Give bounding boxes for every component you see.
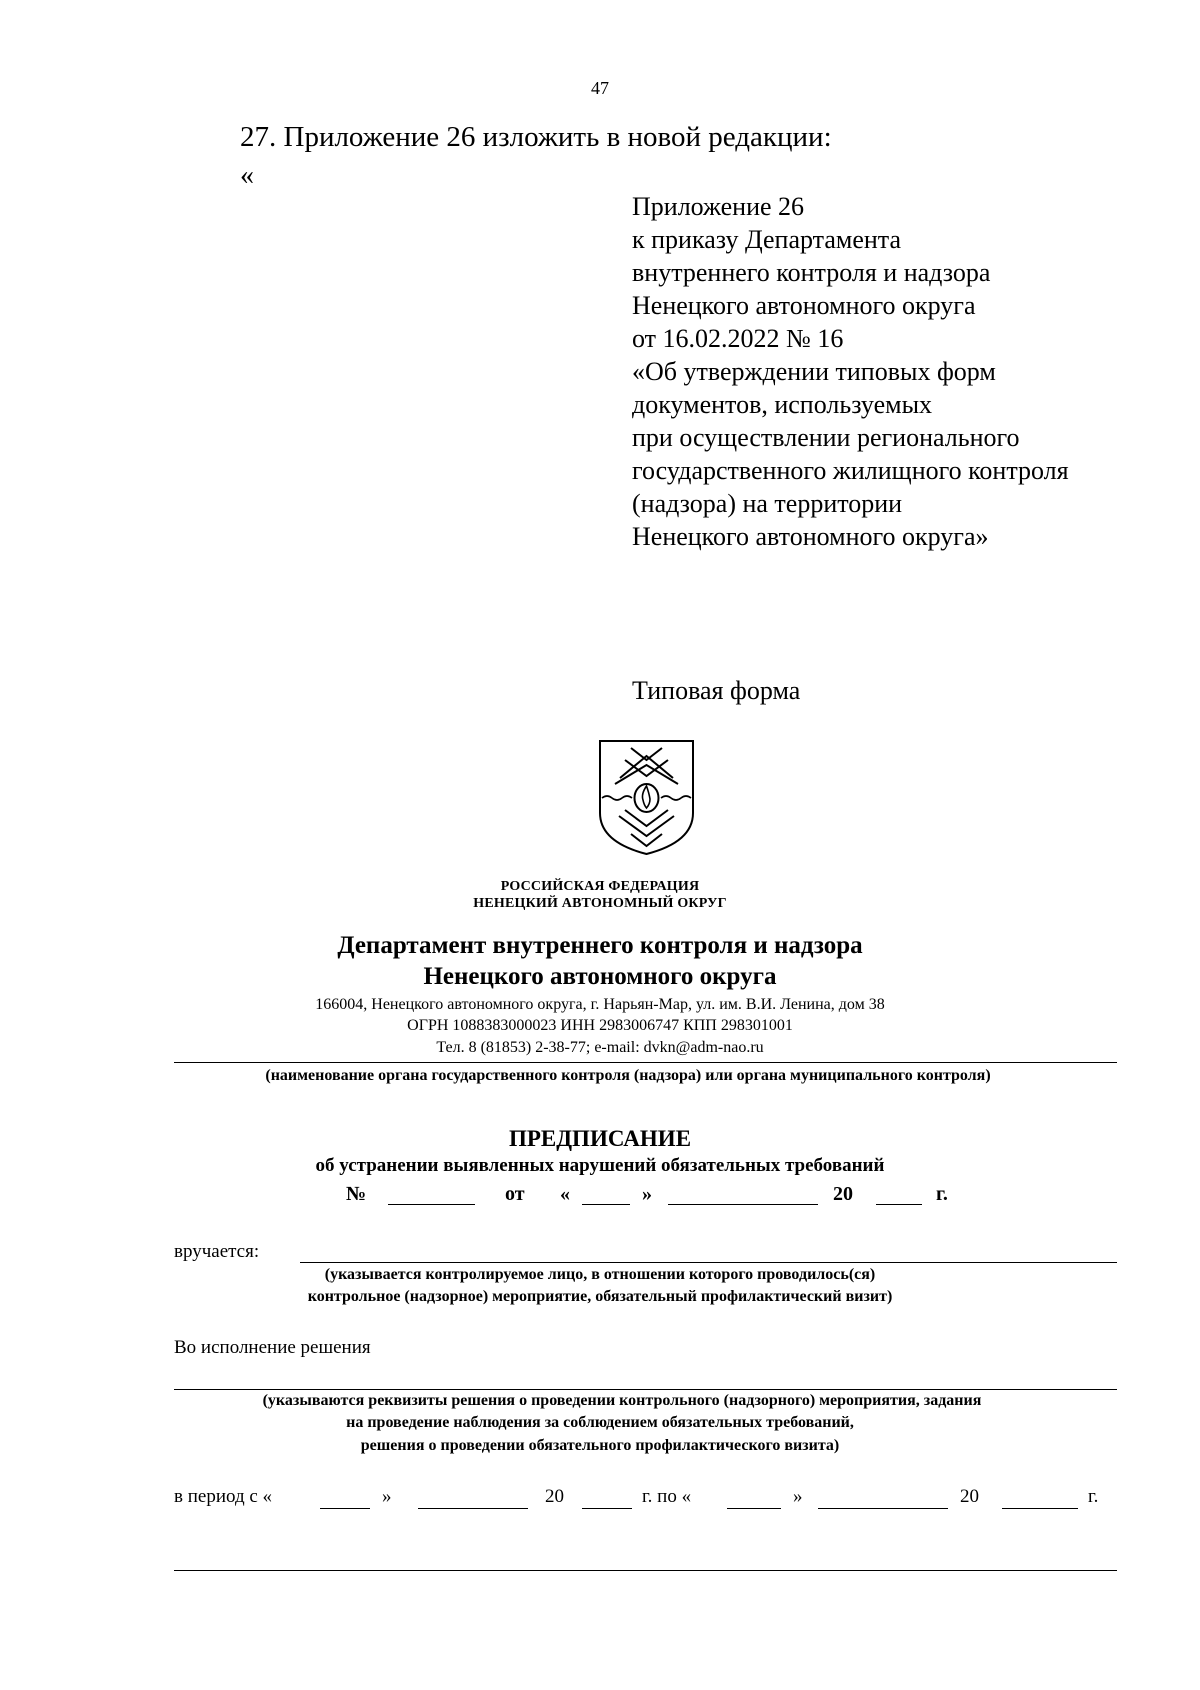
day-close-quote: » xyxy=(642,1183,652,1205)
decision-caption-line1: (указываются реквизиты решения о проведении контрольного (надзорного) мероприятия, задания xyxy=(262,1392,982,1409)
period-end-year-suffix: г. xyxy=(1088,1486,1099,1507)
annex-line: (надзора) на территории xyxy=(632,489,903,518)
annex-line: от 16.02.2022 № 16 xyxy=(632,324,844,353)
decision-caption-line3: решения о проведении обязательного профилактического визита) xyxy=(360,1437,840,1454)
period-start-year-prefix: 20 xyxy=(545,1486,564,1507)
coat-of-arms-icon xyxy=(597,738,696,857)
period-end-year-blank[interactable] xyxy=(1002,1508,1078,1509)
year-suffix: г. xyxy=(936,1183,948,1205)
typical-form-label: Типовая форма xyxy=(632,676,801,705)
day-blank[interactable] xyxy=(582,1204,630,1205)
org-name-caption: (наименование органа государственного контроля (надзора) или органа муниципального контроля) xyxy=(265,1067,991,1084)
document-subtitle: об устранении выявленных нарушений обязательных требований xyxy=(315,1155,885,1176)
period-continuation-line[interactable] xyxy=(174,1570,1117,1571)
department-name-line1: Департамент внутреннего контроля и надзора xyxy=(337,932,863,959)
day-open-quote: « xyxy=(560,1183,570,1205)
annex-line: к приказу Департамента xyxy=(632,225,902,254)
period-start-month-blank[interactable] xyxy=(418,1508,528,1509)
country-name: РОССИЙСКАЯ ФЕДЕРАЦИЯ xyxy=(500,879,700,894)
month-blank[interactable] xyxy=(668,1204,818,1205)
document-title: ПРЕДПИСАНИЕ xyxy=(508,1126,692,1151)
annex-line: внутреннего контроля и надзора xyxy=(632,258,991,287)
department-requisites: ОГРН 1088383000023 ИНН 2983006747 КПП 298301001 xyxy=(407,1017,793,1034)
period-start-year-blank[interactable] xyxy=(582,1508,632,1509)
department-name-line2: Ненецкого автономного округа xyxy=(423,963,777,990)
annex-line: Ненецкого автономного округа» xyxy=(632,522,989,551)
annex-line: Ненецкого автономного округа xyxy=(632,291,976,320)
annex-line: документов, используемых xyxy=(632,390,933,419)
year-prefix: 20 xyxy=(833,1183,853,1205)
delivered-label: вручается: xyxy=(174,1241,260,1262)
period-end-month-blank[interactable] xyxy=(818,1508,948,1509)
annex-reference-block xyxy=(632,190,1152,553)
decision-label: Во исполнение решения xyxy=(174,1337,371,1358)
number-sign: № xyxy=(346,1183,367,1205)
amendment-item: 27. Приложение 26 изложить в новой редакции: xyxy=(240,121,832,153)
year-blank[interactable] xyxy=(876,1204,922,1205)
department-contacts: Тел. 8 (81853) 2-38-77; e-mail: dvkn@adm-nao.ru xyxy=(436,1039,764,1056)
delivered-caption-line1: (указывается контролируемое лицо, в отношении которого проводилось(ся) xyxy=(324,1266,876,1283)
number-blank[interactable] xyxy=(388,1204,475,1205)
period-end-label: г. по « xyxy=(642,1486,692,1507)
period-start-label: в период с « xyxy=(174,1486,273,1507)
decision-caption-line2: на проведение наблюдения за соблюдением обязательных требований, xyxy=(346,1414,854,1431)
period-end-day-blank[interactable] xyxy=(727,1508,781,1509)
annex-line: при осуществлении регионального xyxy=(632,423,1020,452)
annex-line: Приложение 26 xyxy=(632,192,805,221)
period-start-day-blank[interactable] xyxy=(320,1508,370,1509)
delivered-blank[interactable] xyxy=(300,1262,1117,1263)
period-start-close-quote: » xyxy=(382,1486,392,1507)
org-name-line xyxy=(174,1062,1117,1063)
decision-blank[interactable] xyxy=(174,1389,1117,1390)
department-address: 166004, Ненецкого автономного округа, г. Нарьян-Мар, ул. им. В.И. Ленина, дом 38 xyxy=(315,996,885,1013)
annex-line: «Об утверждении типовых форм xyxy=(632,357,996,386)
region-name: НЕНЕЦКИЙ АВТОНОМНЫЙ ОКРУГ xyxy=(473,896,727,911)
period-end-close-quote: » xyxy=(793,1486,803,1507)
opening-quote: « xyxy=(240,160,254,191)
period-end-year-prefix: 20 xyxy=(960,1486,979,1507)
annex-line: государственного жилищного контроля xyxy=(632,456,1069,485)
delivered-caption-line2: контрольное (надзорное) мероприятие, обязательный профилактический визит) xyxy=(307,1288,893,1305)
page-number: 47 xyxy=(591,78,609,98)
from-label: от xyxy=(505,1183,525,1205)
